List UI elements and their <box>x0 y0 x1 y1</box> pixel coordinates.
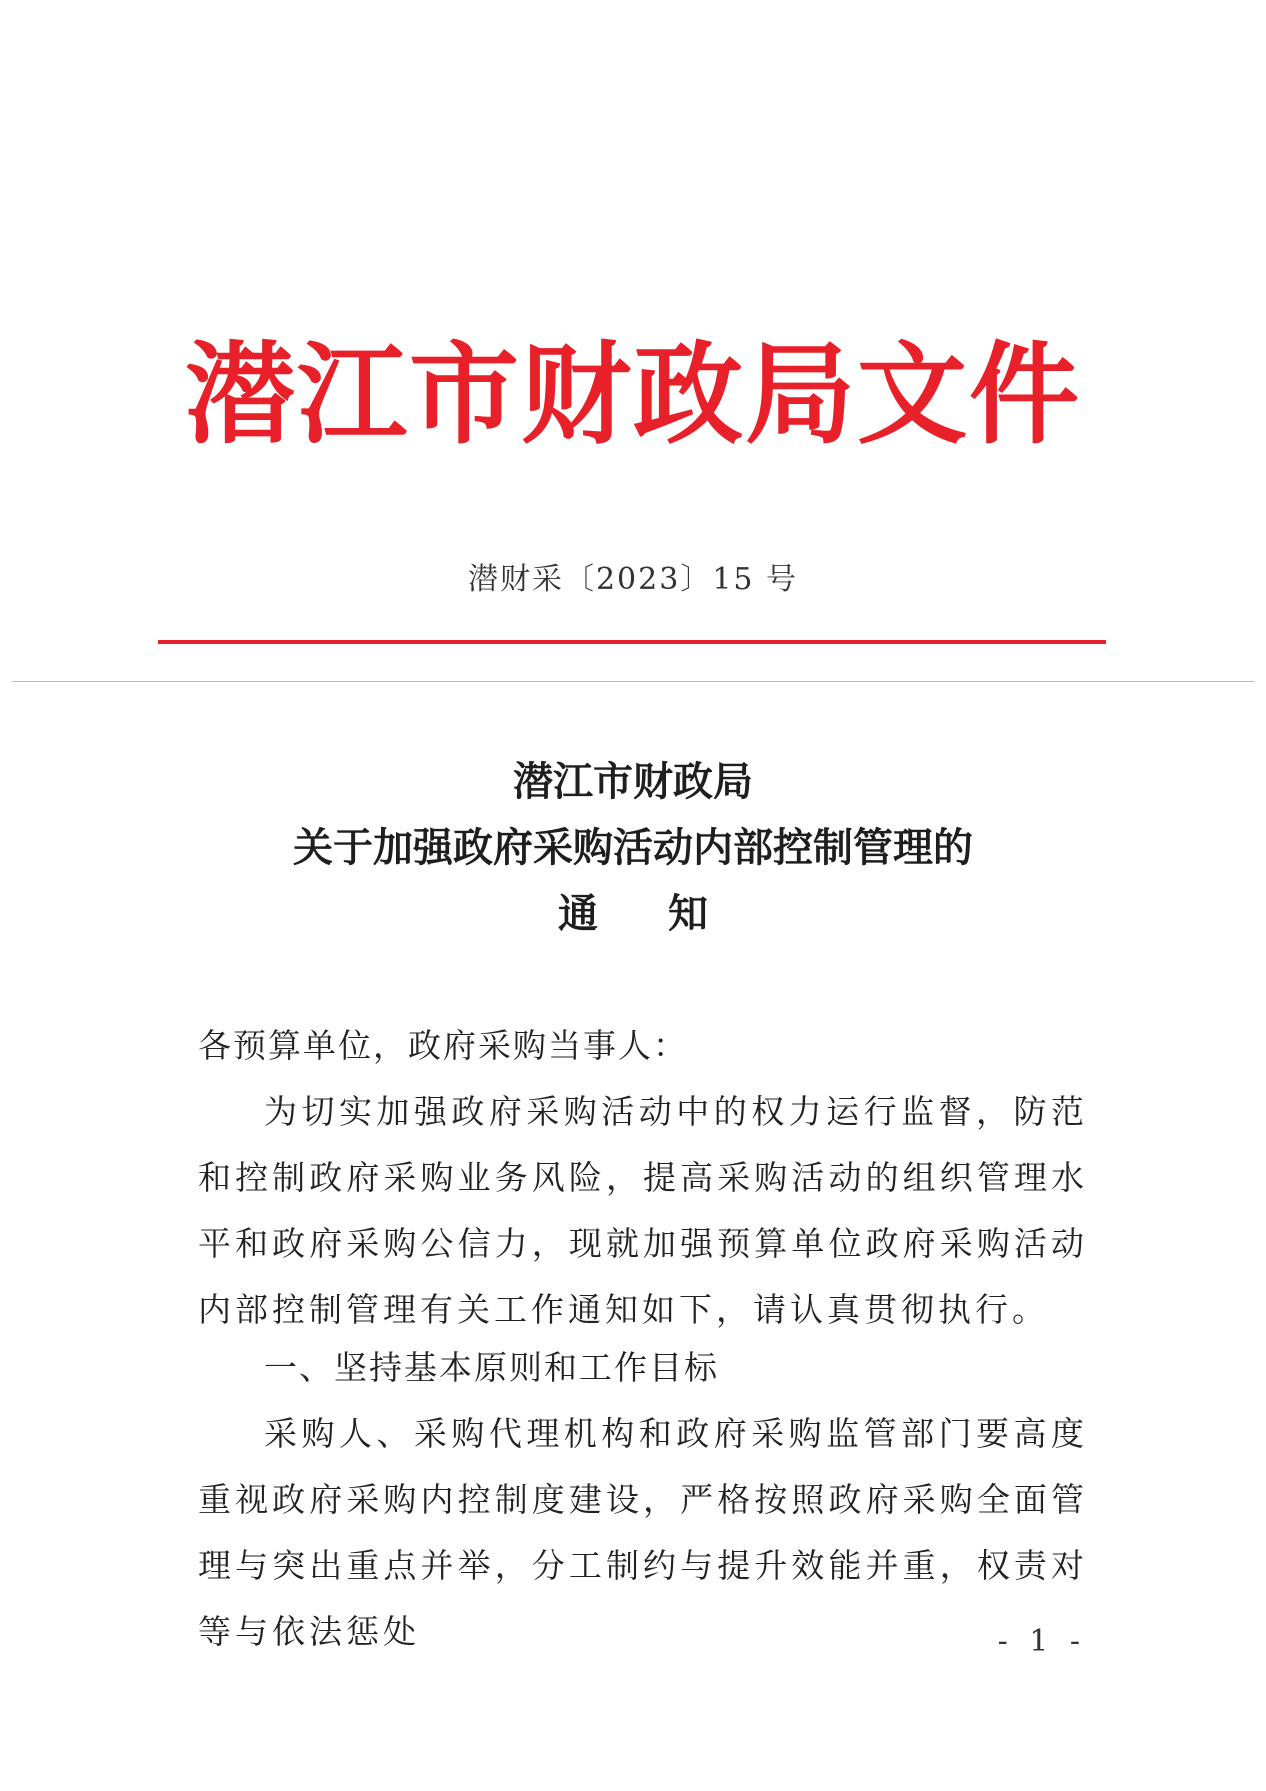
section-heading: 一、坚持基本原则和工作目标 <box>264 1348 719 1387</box>
title-line-subject: 关于加强政府采购活动内部控制管理的 <box>293 824 973 871</box>
title-line-notice: 通知 <box>558 890 778 937</box>
page-divider <box>12 681 1254 682</box>
paragraph-intro: 为切实加强政府采购活动中的权力运行监督，防范和控制政府采购业务风险，提高采购活动的组织管理水平和政府采购公信力，现就加强预算单位政府采购活动内部控制管理有关工作通知如下，请认真贯彻执行。 <box>198 1092 1088 1329</box>
document-number: 潜财采〔2023〕15 号 <box>467 562 799 597</box>
salutation: 各预算单位，政府采购当事人： <box>198 1026 688 1065</box>
paragraph-principles: 采购人、采购代理机构和政府采购监管部门要高度重视政府采购内控制度建设，严格按照政府采购全面管理与突出重点并举，分工制约与提升效能并重，权责对等与依法惩处 <box>198 1414 1088 1651</box>
title-line-issuer: 潜江市财政局 <box>513 758 753 805</box>
masthead-title: 潜江市财政局文件 <box>185 330 1081 459</box>
red-divider <box>158 640 1106 644</box>
page-number: - 1 - <box>997 1624 1086 1659</box>
